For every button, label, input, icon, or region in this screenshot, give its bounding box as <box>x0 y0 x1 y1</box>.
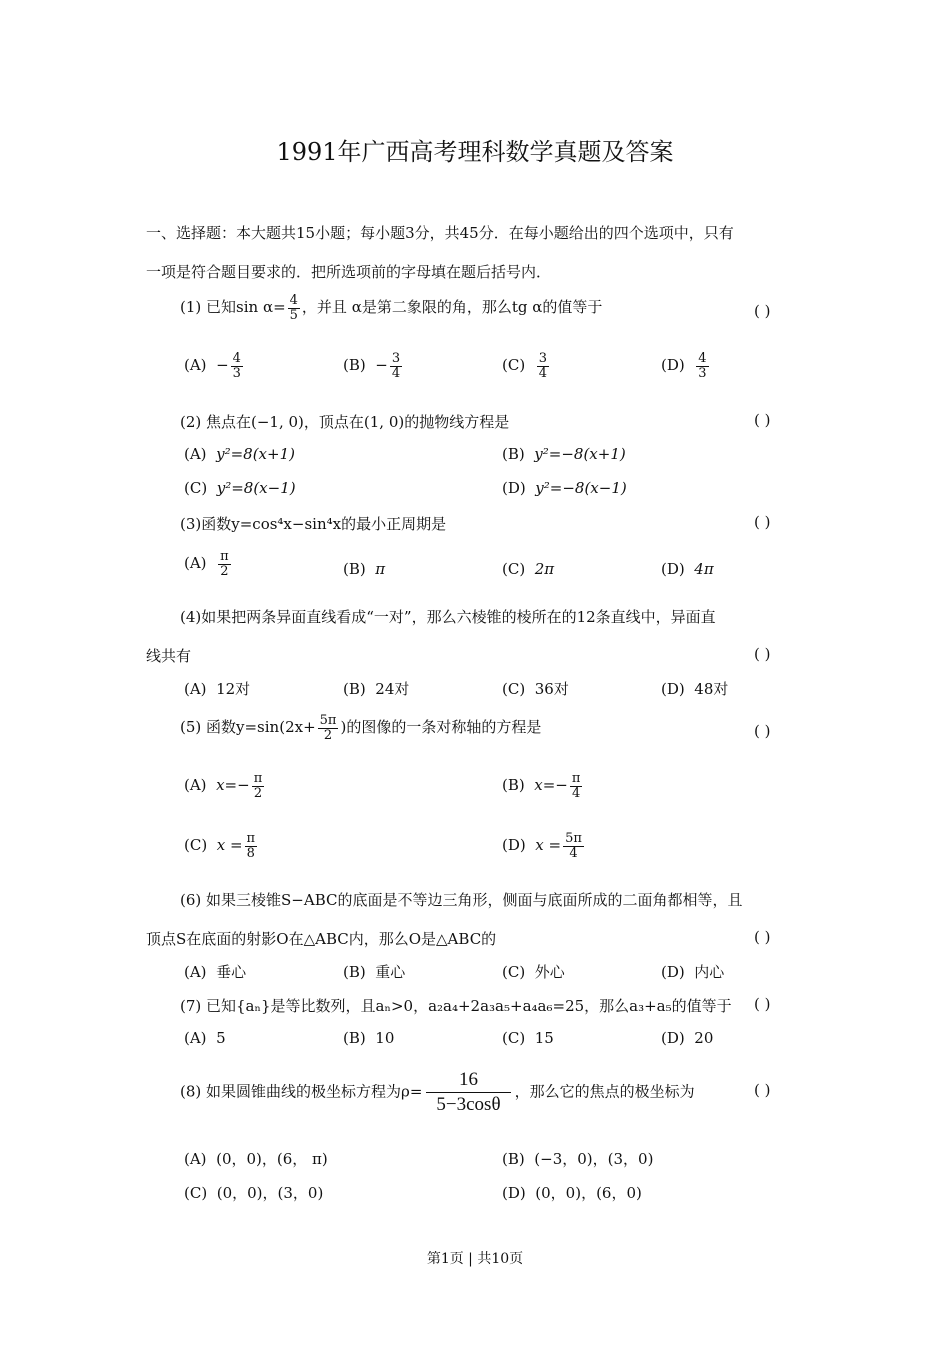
q7-choice-d[interactable]: (D) 20 <box>661 1029 714 1047</box>
page-footer: 第1页 | 共10页 <box>426 1251 524 1267</box>
q8-choice-b[interactable]: (B) (−3，0)，(3，0) <box>502 1150 654 1168</box>
page-title: 1991年广西高考理科数学真题及答案 <box>276 138 674 166</box>
q6-choice-b[interactable]: (B) 重心 <box>343 963 406 981</box>
q3-choice-d[interactable]: (D) 4π <box>661 560 714 578</box>
q4-choice-a[interactable]: (A) 12对 <box>184 680 251 698</box>
q5-choice-b[interactable]: (B) x=− $\frac{\pi}{4}$ <box>502 771 581 801</box>
question-8-stem: (8) 如果圆锥曲线的极坐标方程为ρ= $\frac{16}{5-3\cos\theta}$ ，那么它的焦点的极坐标为 <box>180 1069 695 1115</box>
q5-choice-a[interactable]: (A) x=− $\frac{\pi}{2}$ <box>184 771 263 801</box>
q3-choice-c[interactable]: (C) 2π <box>502 560 555 578</box>
question-1-stem: (1) 已知sin α= $\frac{4}{5}$ ，并且 α是第二象限的角，那么tg α的值等于 <box>180 293 603 323</box>
intro-line-1: 一、选择题：本大题共15小题；每小题3分，共45分．在每小题给出的四个选项中，只有 <box>146 224 734 242</box>
q3-choice-b[interactable]: (B) π <box>343 560 386 578</box>
q8-choice-c[interactable]: (C) (0，0)，(3，0) <box>184 1184 324 1202</box>
question-2-stem: (2) 焦点在(−1, 0)，顶点在(1, 0)的抛物线方程是 <box>180 413 510 431</box>
q5-choice-d[interactable]: (D) x = $\frac{5\pi}{4}$ <box>502 831 582 861</box>
q4-choice-c[interactable]: (C) 36对 <box>502 680 569 698</box>
answer-bracket: ( ) <box>754 513 771 531</box>
q7-choice-a[interactable]: (A) 5 <box>184 1029 226 1047</box>
answer-bracket: ( ) <box>754 302 771 320</box>
q8-choice-a[interactable]: (A) (0，0)，(6， π) <box>184 1150 328 1168</box>
q2-choice-c[interactable]: (C) y²=8(x−1) <box>184 479 296 497</box>
rho-fraction: $\frac{16}{5-3\cos\theta}$ <box>426 1068 510 1117</box>
q8-choice-d[interactable]: (D) (0，0)，(6，0) <box>502 1184 642 1202</box>
q4-choice-b[interactable]: (B) 24对 <box>343 680 410 698</box>
question-5-stem: (5) 函数y=sin(2x+ $\frac{5\pi}{2}$ )的图像的一条对称轴的方程是 <box>180 713 542 743</box>
q7-choice-b[interactable]: (B) 10 <box>343 1029 395 1047</box>
answer-bracket: ( ) <box>754 995 771 1013</box>
q3-choice-a[interactable]: (A) $\frac{\pi}{2}$ <box>184 549 229 579</box>
q2-choice-d[interactable]: (D) y²=−8(x−1) <box>502 479 627 497</box>
question-6-stem-line-1: (6) 如果三棱锥S−ABC的底面是不等边三角形，侧面与底面所成的二面角都相等，且 <box>180 891 743 909</box>
answer-bracket: ( ) <box>754 928 771 946</box>
question-4-stem-line-1: (4)如果把两条异面直线看成“一对”，那么六棱锥的棱所在的12条直线中，异面直 <box>180 608 716 626</box>
q6-choice-d[interactable]: (D) 内心 <box>661 963 725 981</box>
q5-choice-c[interactable]: (C) x = $\frac{\pi}{8}$ <box>184 831 256 861</box>
q2-choice-a[interactable]: (A) y²=8(x+1) <box>184 445 295 463</box>
intro-line-2: 一项是符合题目要求的．把所选项前的字母填在题后括号内． <box>146 263 552 281</box>
q4-choice-d[interactable]: (D) 48对 <box>661 680 729 698</box>
q6-choice-c[interactable]: (C) 外心 <box>502 963 565 981</box>
q1-choice-d[interactable]: (D) $\frac{4}{3}$ <box>661 351 707 381</box>
q2-choice-b[interactable]: (B) y²=−8(x+1) <box>502 445 626 463</box>
q7-choice-c[interactable]: (C) 15 <box>502 1029 554 1047</box>
answer-bracket: ( ) <box>754 722 771 740</box>
question-4-stem-line-2: 线共有 <box>146 647 192 665</box>
q1-choice-a[interactable]: (A) − $\frac{4}{3}$ <box>184 351 241 381</box>
q6-choice-a[interactable]: (A) 垂心 <box>184 963 247 981</box>
answer-bracket: ( ) <box>754 1081 771 1099</box>
q1-choice-b[interactable]: (B) − $\frac{3}{4}$ <box>343 351 401 381</box>
answer-bracket: ( ) <box>754 411 771 429</box>
q1-choice-c[interactable]: (C) $\frac{3}{4}$ <box>502 351 548 381</box>
fraction: $\frac{4}{5}$ <box>289 293 298 323</box>
question-3-stem: (3)函数y=cos⁴x−sin⁴x的最小正周期是 <box>180 515 447 533</box>
question-7-stem: (7) 已知{aₙ}是等比数列，且aₙ>0，a₂a₄+2a₃a₅+a₄a₆=25，那么a₃+a₅的值等于 <box>180 997 732 1015</box>
answer-bracket: ( ) <box>754 645 771 663</box>
question-6-stem-line-2: 顶点S在底面的射影O在△ABC内，那么O是△ABC的 <box>146 930 497 948</box>
